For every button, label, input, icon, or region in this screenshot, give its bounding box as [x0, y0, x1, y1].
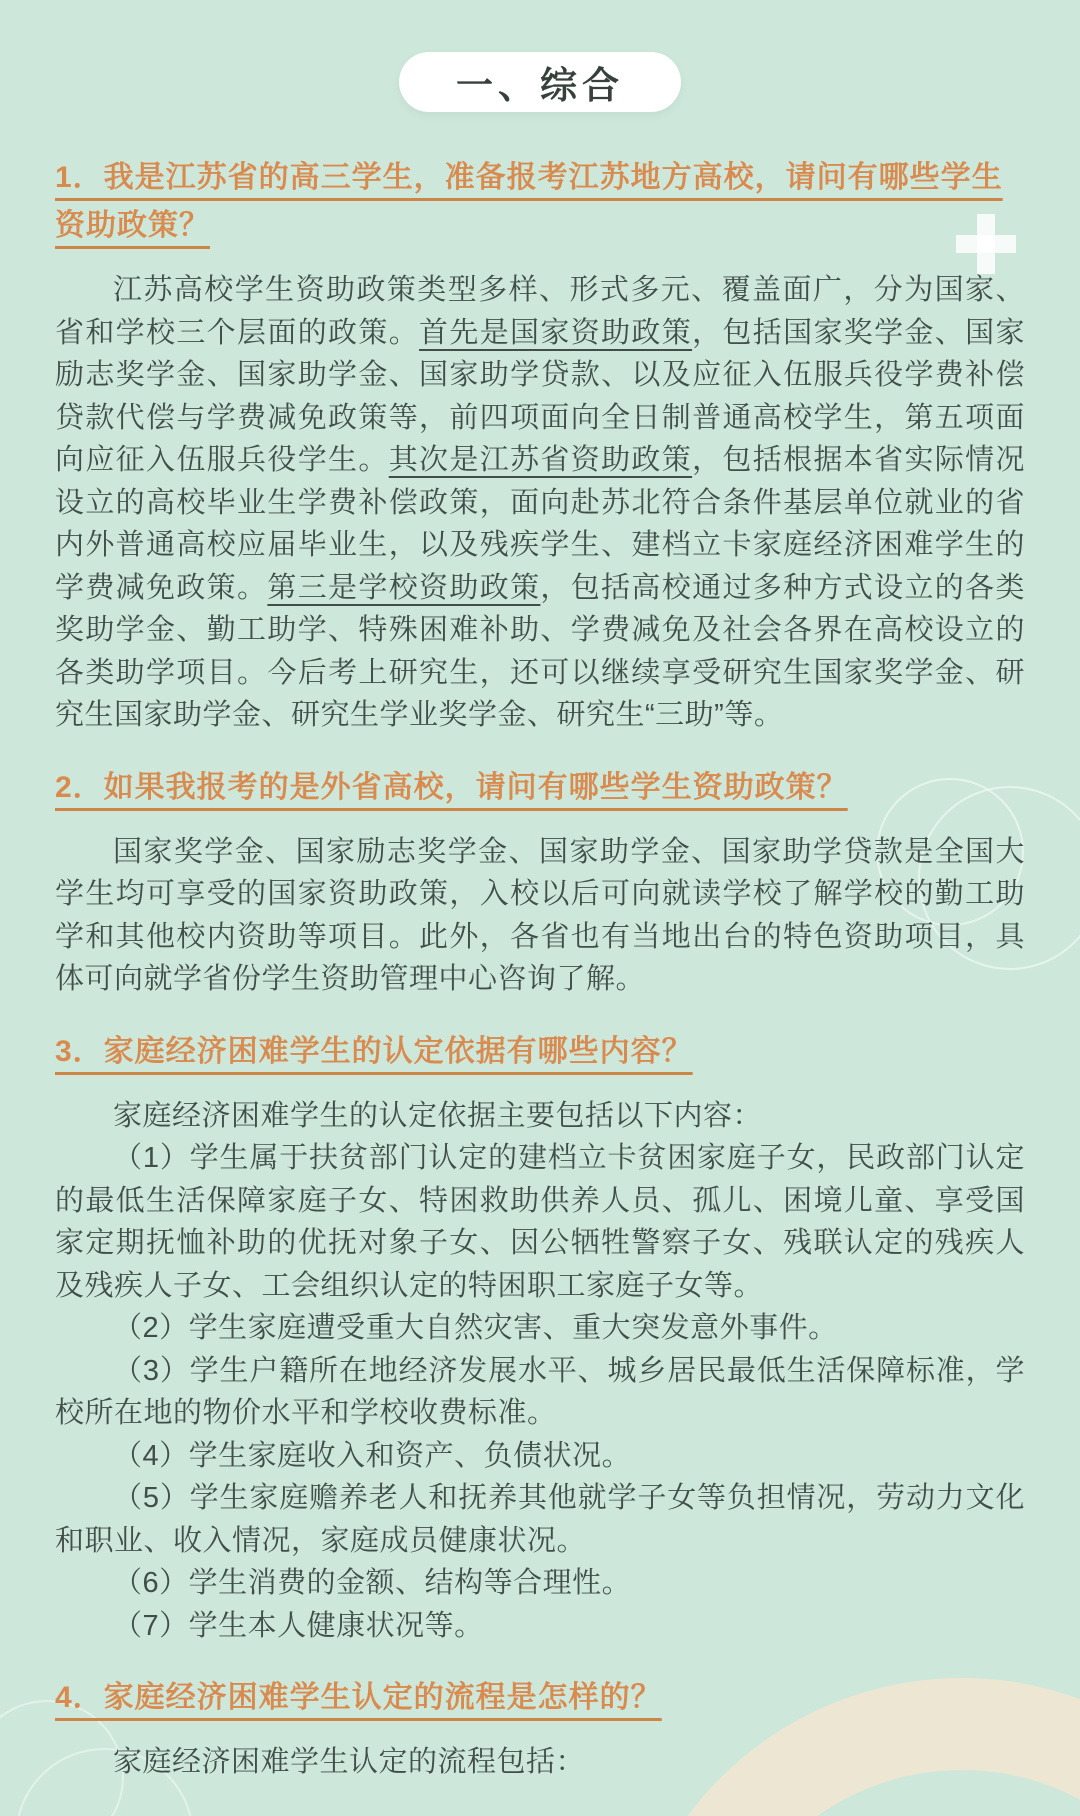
faq-section-1	[55, 154, 1025, 737]
answer-list-item: （6）学生消费的金额、结构等合理性。	[113, 1567, 632, 1599]
section-title-pill	[399, 52, 681, 112]
answer-paragraph: 江苏高校学生资助政策类型多样、形式多元、覆盖面广，分为国家、省和学校三个层面的政策。首先是国家资助政策，包括国家奖学金、国家励志奖学金、国家助学金、国家助学贷款、以及应征入伍服兵役学费补偿贷款代偿与学费减免政策等，前四项面向全日制普通高校学生，第五项面向应征入伍服兵役学生。其次是江苏省资助政策，包括根据本省实际情况设立的高校毕业生学费补偿政策，面向赴苏北符合条件基层单位就业的省内外普通高校应届毕业生，以及残疾学生、建档立卡家庭经济困难学生的学费减免政策。第三是学校资助政策，包括高校通过多种方式设立的各类奖助学金、勤工助学、特殊困难补助、学费减免及社会各界在高校设立的各类助学项目。今后考上研究生，还可以继续享受研究生国家奖学金、研究生国家助学金、研究生学业奖学金、研究生“三助”等。	[55, 274, 1025, 731]
answer-paragraph: 家庭经济困难学生的认定依据主要包括以下内容：	[113, 1099, 763, 1132]
answer-paragraph: 国家奖学金、国家励志奖学金、国家助学金、国家助学贷款是全国大学生均可享受的国家资助政策，入校以后可向就读学校了解学校的勤工助学和其他校内资助等项目。此外，各省也有当地出台的特色资助项目，具体可向就学省份学生资助管理中心咨询了解。	[55, 835, 1025, 995]
answer-list-item: （5）学生家庭赡养老人和抚养其他就学子女等负担情况，劳动力文化和职业、收入情况，家庭成员健康状况。	[55, 1482, 1025, 1557]
answer-paragraph: 家庭经济困难学生认定的流程包括：	[113, 1746, 586, 1778]
answer-list-item: （4）学生家庭收入和资产、负债状况。	[113, 1439, 632, 1472]
answer-list-item: （2）学生家庭遭受重大自然灾害、重大突发意外事件。	[113, 1312, 838, 1344]
question-heading-3: 3．家庭经济困难学生的认定依据有哪些内容？	[55, 1034, 693, 1068]
faq-section-4	[55, 1674, 1025, 1784]
answer-list-item: （3）学生户籍所在地经济发展水平、城乡居民最低生活保障标准，学校所在地的物价水平和学校收费标准。	[55, 1354, 1025, 1429]
answer-list-item: （1）学生属于扶贫部门认定的建档立卡贫困家庭子女，民政部门认定的最低生活保障家庭子女、特困救助供养人员、孤儿、困境儿童、享受国家定期抚恤补助的优抚对象子女、因公牺牲警察子女、残联认定的残疾人及残疾人子女、工会组织认定的特困职工家庭子女等。	[55, 1142, 1025, 1302]
section-title: 一、综合	[456, 65, 624, 106]
faq-section-2	[55, 764, 1025, 1001]
question-heading-4: 4．家庭经济困难学生认定的流程是怎样的？	[55, 1681, 662, 1714]
question-heading-1: 1．我是江苏省的高三学生，准备报考江苏地方高校，请问有哪些学生资助政策？	[55, 161, 1003, 242]
question-heading-2: 2．如果我报考的是外省高校，请问有哪些学生资助政策？	[55, 770, 848, 804]
faq-section-3	[55, 1028, 1025, 1648]
answer-list-item: （7）学生本人健康状况等。	[113, 1609, 484, 1642]
